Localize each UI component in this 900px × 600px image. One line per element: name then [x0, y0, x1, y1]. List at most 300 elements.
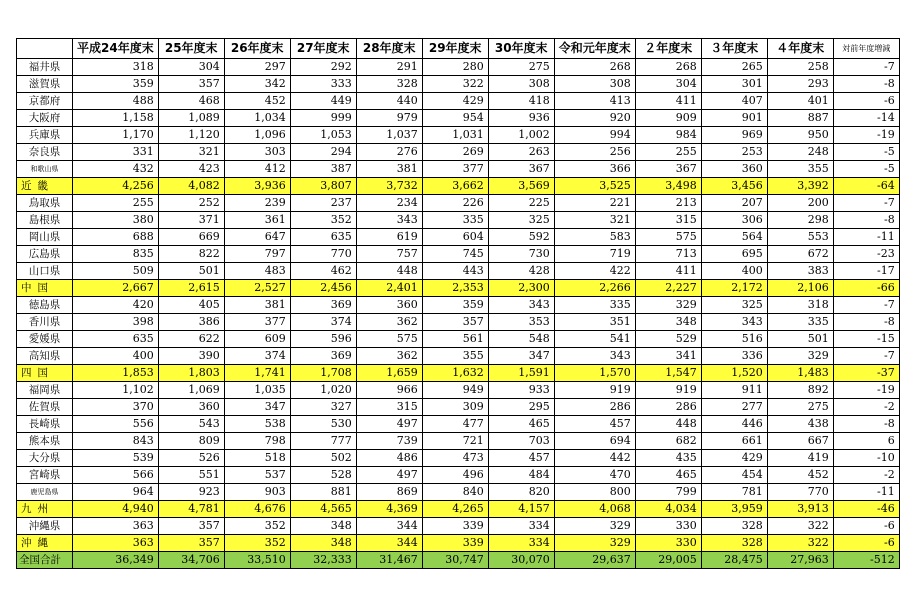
table-cell: 234 — [356, 195, 422, 212]
row-label: 全国合計 — [17, 552, 73, 569]
table-cell: 770 — [767, 484, 833, 501]
table-cell: 528 — [290, 467, 356, 484]
table-row — [17, 433, 900, 450]
table-cell: 363 — [73, 518, 159, 535]
table-cell: 339 — [422, 535, 488, 552]
table-cell: 265 — [701, 59, 767, 76]
table-cell: 386 — [158, 314, 224, 331]
table-cell: 330 — [635, 535, 701, 552]
row-label: 長崎県 — [17, 416, 73, 433]
table-cell: 377 — [224, 314, 290, 331]
table-cell: 390 — [158, 348, 224, 365]
table-cell: 1,037 — [356, 127, 422, 144]
table-cell: 294 — [290, 144, 356, 161]
table-cell: 2,401 — [356, 280, 422, 297]
table-row — [17, 229, 900, 246]
header-cell-h27: 27年度末 — [290, 39, 356, 59]
yoy-change-cell: -46 — [833, 501, 899, 518]
table-cell: 207 — [701, 195, 767, 212]
table-cell: 950 — [767, 127, 833, 144]
table-cell: 1,035 — [224, 382, 290, 399]
table-cell: 329 — [554, 535, 635, 552]
table-cell: 298 — [767, 212, 833, 229]
table-cell: 322 — [767, 518, 833, 535]
table-cell: 407 — [701, 93, 767, 110]
yoy-change-cell: -512 — [833, 552, 899, 569]
table-cell: 344 — [356, 535, 422, 552]
table-cell: 1,741 — [224, 365, 290, 382]
table-cell: 335 — [422, 212, 488, 229]
table-cell: 360 — [158, 399, 224, 416]
table-cell: 27,963 — [767, 552, 833, 569]
table-cell: 446 — [701, 416, 767, 433]
table-cell: 3,936 — [224, 178, 290, 195]
table-cell: 592 — [488, 229, 554, 246]
table-row — [17, 93, 900, 110]
table-cell: 1,020 — [290, 382, 356, 399]
table-cell: 435 — [635, 450, 701, 467]
yoy-change-cell: -23 — [833, 246, 899, 263]
table-cell: 1,591 — [488, 365, 554, 382]
table-cell: 2,353 — [422, 280, 488, 297]
table-cell: 322 — [422, 76, 488, 93]
table-cell: 739 — [356, 433, 422, 450]
table-cell: 1,053 — [290, 127, 356, 144]
row-label: 岡山県 — [17, 229, 73, 246]
table-cell: 457 — [554, 416, 635, 433]
table-cell: 293 — [767, 76, 833, 93]
table-row — [17, 297, 900, 314]
table-cell: 4,265 — [422, 501, 488, 518]
table-cell: 321 — [554, 212, 635, 229]
yoy-change-cell: -8 — [833, 416, 899, 433]
row-label: 沖縄 — [17, 535, 73, 552]
table-cell: 609 — [224, 331, 290, 348]
yoy-change-cell: -7 — [833, 59, 899, 76]
table-cell: 730 — [488, 246, 554, 263]
table-cell: 800 — [554, 484, 635, 501]
table-cell: 688 — [73, 229, 159, 246]
table-cell: 315 — [356, 399, 422, 416]
table-cell: 635 — [73, 331, 159, 348]
table-cell: 352 — [224, 518, 290, 535]
table-cell: 820 — [488, 484, 554, 501]
table-cell: 452 — [767, 467, 833, 484]
table-cell: 470 — [554, 467, 635, 484]
table-cell: 357 — [158, 535, 224, 552]
table-cell: 575 — [635, 229, 701, 246]
table-cell: 248 — [767, 144, 833, 161]
table-cell: 1,570 — [554, 365, 635, 382]
region-subtotal-row — [17, 365, 900, 382]
table-cell: 719 — [554, 246, 635, 263]
yoy-change-cell: -7 — [833, 348, 899, 365]
header-cell-h29: 29年度末 — [422, 39, 488, 59]
table-cell: 541 — [554, 331, 635, 348]
table-cell: 462 — [290, 263, 356, 280]
table-cell: 543 — [158, 416, 224, 433]
yoy-change-cell: -37 — [833, 365, 899, 382]
table-cell: 333 — [290, 76, 356, 93]
table-cell: 268 — [635, 59, 701, 76]
table-cell: 362 — [356, 348, 422, 365]
table-cell: 518 — [224, 450, 290, 467]
table-cell: 454 — [701, 467, 767, 484]
table-cell: 348 — [290, 535, 356, 552]
table-cell: 635 — [290, 229, 356, 246]
table-cell: 335 — [554, 297, 635, 314]
table-cell: 548 — [488, 331, 554, 348]
table-cell: 452 — [224, 93, 290, 110]
row-label: 和歌山県 — [17, 161, 73, 178]
table-cell: 200 — [767, 195, 833, 212]
table-cell: 661 — [701, 433, 767, 450]
row-label: 京都府 — [17, 93, 73, 110]
table-cell: 2,456 — [290, 280, 356, 297]
table-cell: 423 — [158, 161, 224, 178]
table-cell: 835 — [73, 246, 159, 263]
table-cell: 881 — [290, 484, 356, 501]
table-cell: 3,807 — [290, 178, 356, 195]
table-cell: 3,498 — [635, 178, 701, 195]
table-cell: 949 — [422, 382, 488, 399]
table-cell: 369 — [290, 297, 356, 314]
table-cell: 276 — [356, 144, 422, 161]
national-total-row — [17, 552, 900, 569]
table-cell: 422 — [554, 263, 635, 280]
yoy-change-cell: 6 — [833, 433, 899, 450]
table-cell: 984 — [635, 127, 701, 144]
table-cell: 477 — [422, 416, 488, 433]
table-cell: 359 — [422, 297, 488, 314]
table-cell: 1,089 — [158, 110, 224, 127]
table-cell: 1,034 — [224, 110, 290, 127]
table-cell: 353 — [488, 314, 554, 331]
table-cell: 682 — [635, 433, 701, 450]
row-label: 滋賀県 — [17, 76, 73, 93]
table-cell: 539 — [73, 450, 159, 467]
table-cell: 672 — [767, 246, 833, 263]
table-cell: 352 — [224, 535, 290, 552]
table-cell: 280 — [422, 59, 488, 76]
table-cell: 781 — [701, 484, 767, 501]
table-cell: 301 — [701, 76, 767, 93]
row-label: 熊本県 — [17, 433, 73, 450]
table-cell: 308 — [488, 76, 554, 93]
table-cell: 303 — [224, 144, 290, 161]
table-row — [17, 263, 900, 280]
table-cell: 348 — [635, 314, 701, 331]
yoy-change-cell: -7 — [833, 297, 899, 314]
table-cell: 468 — [158, 93, 224, 110]
table-cell: 2,667 — [73, 280, 159, 297]
table-cell: 352 — [290, 212, 356, 229]
header-cell-yoy-change: 対前年度増減 — [833, 39, 899, 59]
table-cell: 357 — [158, 518, 224, 535]
table-cell: 703 — [488, 433, 554, 450]
table-cell: 1,002 — [488, 127, 554, 144]
table-cell: 843 — [73, 433, 159, 450]
table-cell: 561 — [422, 331, 488, 348]
row-label: 兵庫県 — [17, 127, 73, 144]
header-cell-h28: 28年度末 — [356, 39, 422, 59]
table-cell: 4,082 — [158, 178, 224, 195]
table-cell: 286 — [635, 399, 701, 416]
table-cell: 255 — [73, 195, 159, 212]
table-cell: 366 — [554, 161, 635, 178]
table-row — [17, 59, 900, 76]
table-cell: 966 — [356, 382, 422, 399]
table-cell: 432 — [73, 161, 159, 178]
row-label: 九州 — [17, 501, 73, 518]
table-cell: 892 — [767, 382, 833, 399]
table-cell: 713 — [635, 246, 701, 263]
table-cell: 318 — [767, 297, 833, 314]
table-cell: 411 — [635, 93, 701, 110]
table-cell: 336 — [701, 348, 767, 365]
table-cell: 4,034 — [635, 501, 701, 518]
table-cell: 374 — [290, 314, 356, 331]
region-subtotal-row — [17, 535, 900, 552]
table-cell: 351 — [554, 314, 635, 331]
table-cell: 306 — [701, 212, 767, 229]
table-cell: 667 — [767, 433, 833, 450]
table-cell: 369 — [290, 348, 356, 365]
row-label: 島根県 — [17, 212, 73, 229]
table-cell: 328 — [701, 518, 767, 535]
table-cell: 2,615 — [158, 280, 224, 297]
table-row — [17, 161, 900, 178]
table-cell: 4,676 — [224, 501, 290, 518]
table-cell: 1,170 — [73, 127, 159, 144]
row-label: 徳島県 — [17, 297, 73, 314]
table-cell: 237 — [290, 195, 356, 212]
table-cell: 30,070 — [488, 552, 554, 569]
table-cell: 329 — [767, 348, 833, 365]
table-cell: 1,659 — [356, 365, 422, 382]
table-cell: 497 — [356, 467, 422, 484]
table-cell: 440 — [356, 93, 422, 110]
table-cell: 315 — [635, 212, 701, 229]
table-row — [17, 246, 900, 263]
table-cell: 374 — [224, 348, 290, 365]
table-cell: 355 — [767, 161, 833, 178]
table-cell: 420 — [73, 297, 159, 314]
table-cell: 343 — [701, 314, 767, 331]
table-cell: 901 — [701, 110, 767, 127]
table-cell: 4,256 — [73, 178, 159, 195]
table-row — [17, 382, 900, 399]
table-cell: 2,300 — [488, 280, 554, 297]
table-cell: 979 — [356, 110, 422, 127]
table-cell: 28,475 — [701, 552, 767, 569]
table-row — [17, 450, 900, 467]
table-cell: 377 — [422, 161, 488, 178]
table-cell: 4,781 — [158, 501, 224, 518]
table-cell: 3,569 — [488, 178, 554, 195]
table-cell: 3,732 — [356, 178, 422, 195]
yoy-change-cell: -8 — [833, 212, 899, 229]
table-cell: 502 — [290, 450, 356, 467]
table-cell: 619 — [356, 229, 422, 246]
row-label: 高知県 — [17, 348, 73, 365]
yoy-change-cell: -8 — [833, 76, 899, 93]
table-cell: 253 — [701, 144, 767, 161]
table-cell: 448 — [635, 416, 701, 433]
table-cell: 360 — [701, 161, 767, 178]
table-cell: 2,527 — [224, 280, 290, 297]
table-cell: 556 — [73, 416, 159, 433]
row-label: 佐賀県 — [17, 399, 73, 416]
table-cell: 596 — [290, 331, 356, 348]
table-cell: 304 — [635, 76, 701, 93]
table-cell: 647 — [224, 229, 290, 246]
table-cell: 357 — [158, 76, 224, 93]
table-cell: 4,565 — [290, 501, 356, 518]
table-cell: 448 — [356, 263, 422, 280]
table-cell: 770 — [290, 246, 356, 263]
table-cell: 797 — [224, 246, 290, 263]
table-cell: 1,158 — [73, 110, 159, 127]
row-label: 香川県 — [17, 314, 73, 331]
table-cell: 275 — [488, 59, 554, 76]
table-cell: 33,510 — [224, 552, 290, 569]
table-cell: 516 — [701, 331, 767, 348]
table-cell: 457 — [488, 450, 554, 467]
table-row — [17, 127, 900, 144]
yoy-change-cell: -14 — [833, 110, 899, 127]
table-cell: 1,547 — [635, 365, 701, 382]
table-cell: 286 — [554, 399, 635, 416]
row-label: 中国 — [17, 280, 73, 297]
table-cell: 721 — [422, 433, 488, 450]
header-cell-h26: 26年度末 — [224, 39, 290, 59]
table-cell: 329 — [554, 518, 635, 535]
table-container — [16, 38, 900, 569]
table-row — [17, 399, 900, 416]
table-cell: 381 — [224, 297, 290, 314]
table-cell: 994 — [554, 127, 635, 144]
table-cell: 2,172 — [701, 280, 767, 297]
table-cell: 604 — [422, 229, 488, 246]
table-cell: 909 — [635, 110, 701, 127]
yoy-change-cell: -6 — [833, 93, 899, 110]
table-cell: 297 — [224, 59, 290, 76]
table-cell: 329 — [635, 297, 701, 314]
table-cell: 566 — [73, 467, 159, 484]
table-cell: 213 — [635, 195, 701, 212]
header-cell-h25: 25年度末 — [158, 39, 224, 59]
table-cell: 3,456 — [701, 178, 767, 195]
table-cell: 367 — [488, 161, 554, 178]
table-cell: 328 — [701, 535, 767, 552]
table-cell: 745 — [422, 246, 488, 263]
table-cell: 3,525 — [554, 178, 635, 195]
table-cell: 964 — [73, 484, 159, 501]
table-cell: 347 — [488, 348, 554, 365]
yoy-change-cell: -8 — [833, 314, 899, 331]
table-cell: 334 — [488, 518, 554, 535]
row-label: 山口県 — [17, 263, 73, 280]
table-cell: 919 — [635, 382, 701, 399]
table-cell: 359 — [73, 76, 159, 93]
table-cell: 401 — [767, 93, 833, 110]
table-cell: 1,853 — [73, 365, 159, 382]
table-cell: 969 — [701, 127, 767, 144]
row-label: 大分県 — [17, 450, 73, 467]
table-cell: 411 — [635, 263, 701, 280]
yoy-change-cell: -5 — [833, 161, 899, 178]
header-cell-blank — [17, 39, 73, 59]
table-cell: 954 — [422, 110, 488, 127]
table-cell: 840 — [422, 484, 488, 501]
table-cell: 295 — [488, 399, 554, 416]
row-label: 鳥取県 — [17, 195, 73, 212]
table-cell: 869 — [356, 484, 422, 501]
table-row — [17, 110, 900, 127]
table-cell: 538 — [224, 416, 290, 433]
table-cell: 252 — [158, 195, 224, 212]
table-cell: 325 — [701, 297, 767, 314]
table-cell: 330 — [635, 518, 701, 535]
table-cell: 501 — [767, 331, 833, 348]
table-row — [17, 331, 900, 348]
table-cell: 344 — [356, 518, 422, 535]
table-cell: 509 — [73, 263, 159, 280]
table-cell: 575 — [356, 331, 422, 348]
table-cell: 526 — [158, 450, 224, 467]
table-cell: 225 — [488, 195, 554, 212]
row-label: 奈良県 — [17, 144, 73, 161]
row-label: 福井県 — [17, 59, 73, 76]
table-cell: 3,913 — [767, 501, 833, 518]
table-cell: 256 — [554, 144, 635, 161]
table-cell: 564 — [701, 229, 767, 246]
table-cell: 263 — [488, 144, 554, 161]
table-cell: 3,662 — [422, 178, 488, 195]
table-cell: 777 — [290, 433, 356, 450]
table-cell: 551 — [158, 467, 224, 484]
yoy-change-cell: -6 — [833, 535, 899, 552]
table-cell: 923 — [158, 484, 224, 501]
table-cell: 1,483 — [767, 365, 833, 382]
table-cell: 400 — [73, 348, 159, 365]
table-cell: 342 — [224, 76, 290, 93]
table-cell: 438 — [767, 416, 833, 433]
table-cell: 304 — [158, 59, 224, 76]
table-cell: 4,068 — [554, 501, 635, 518]
table-cell: 4,157 — [488, 501, 554, 518]
table-cell: 325 — [488, 212, 554, 229]
table-cell: 321 — [158, 144, 224, 161]
yoy-change-cell: -7 — [833, 195, 899, 212]
row-label: 宮崎県 — [17, 467, 73, 484]
table-cell: 36,349 — [73, 552, 159, 569]
table-cell: 497 — [356, 416, 422, 433]
table-cell: 328 — [356, 76, 422, 93]
table-cell: 339 — [422, 518, 488, 535]
yoy-change-cell: -19 — [833, 382, 899, 399]
table-row — [17, 467, 900, 484]
table-cell: 496 — [422, 467, 488, 484]
table-cell: 370 — [73, 399, 159, 416]
yoy-change-cell: -11 — [833, 484, 899, 501]
table-cell: 31,467 — [356, 552, 422, 569]
table-cell: 4,940 — [73, 501, 159, 518]
table-cell: 412 — [224, 161, 290, 178]
table-cell: 911 — [701, 382, 767, 399]
table-cell: 1,096 — [224, 127, 290, 144]
